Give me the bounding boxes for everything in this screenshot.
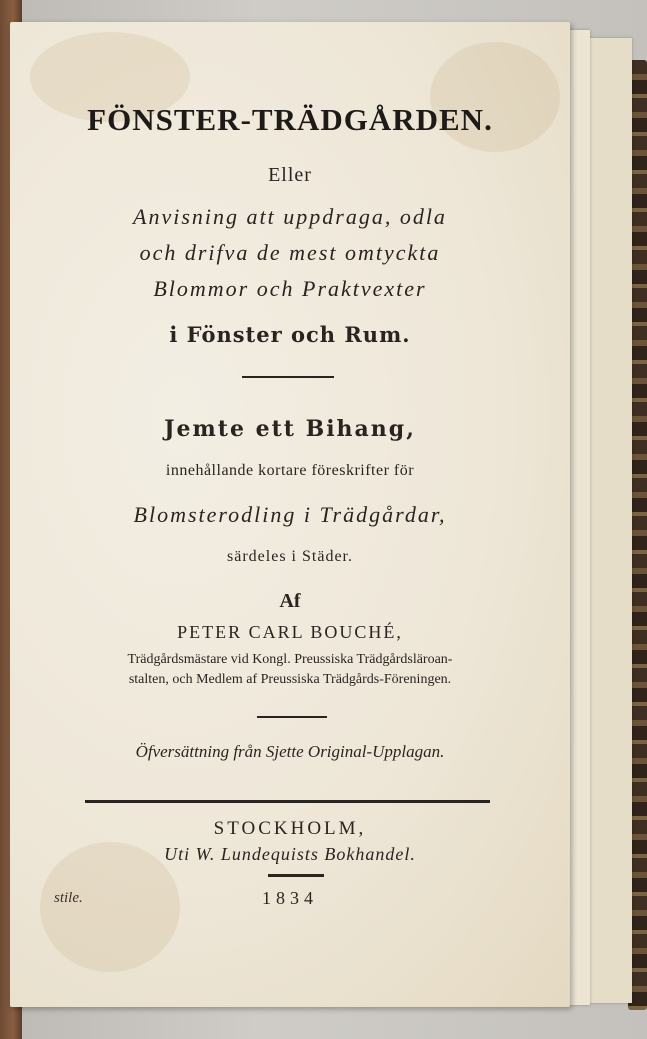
- divider-rule: [257, 716, 327, 718]
- author-description-line-2: stalten, och Medlem af Preussiska Trädgårds-Föreningen.: [128, 672, 452, 687]
- appendix-description: innehållande kortare föreskrifter för: [165, 462, 415, 479]
- divider-rule: [268, 874, 324, 877]
- appendix-title: Jemte ett Bihang,: [164, 416, 416, 442]
- publication-year: 1834: [262, 888, 318, 908]
- by-text: Af: [279, 590, 301, 612]
- divider-rule: [242, 376, 334, 378]
- subtitle-line-3: Blommor och Praktvexter: [153, 276, 427, 301]
- subtitle-line-1: Anvisning att uppdraga, odla: [133, 204, 447, 229]
- margin-stamp-text: stile.: [54, 890, 83, 906]
- publisher: Uti W. Lundequists Bokhandel.: [164, 844, 416, 864]
- divider-rule-long: [85, 800, 490, 803]
- author-name: PETER CARL BOUCHÉ,: [177, 622, 403, 642]
- author-description-line-1: Trädgårdsmästare vid Kongl. Preussiska Trädgårdsläroan-: [127, 652, 453, 667]
- eller-text: Eller: [268, 164, 312, 186]
- translation-note: Öfversättning från Sjette Original-Upplagan.: [135, 742, 445, 761]
- title-page: [10, 22, 570, 1007]
- book-title: FÖNSTER-TRÄDGÅRDEN.: [87, 102, 493, 137]
- appendix-subject: Blomsterodling i Trädgårdar,: [133, 502, 447, 527]
- blackletter-line: i Fönster och Rum.: [169, 322, 411, 347]
- subtitle-line-2: och drifva de mest omtyckta: [139, 240, 441, 265]
- appendix-note: särdeles i Städer.: [227, 548, 353, 565]
- publication-place: STOCKHOLM,: [213, 818, 367, 839]
